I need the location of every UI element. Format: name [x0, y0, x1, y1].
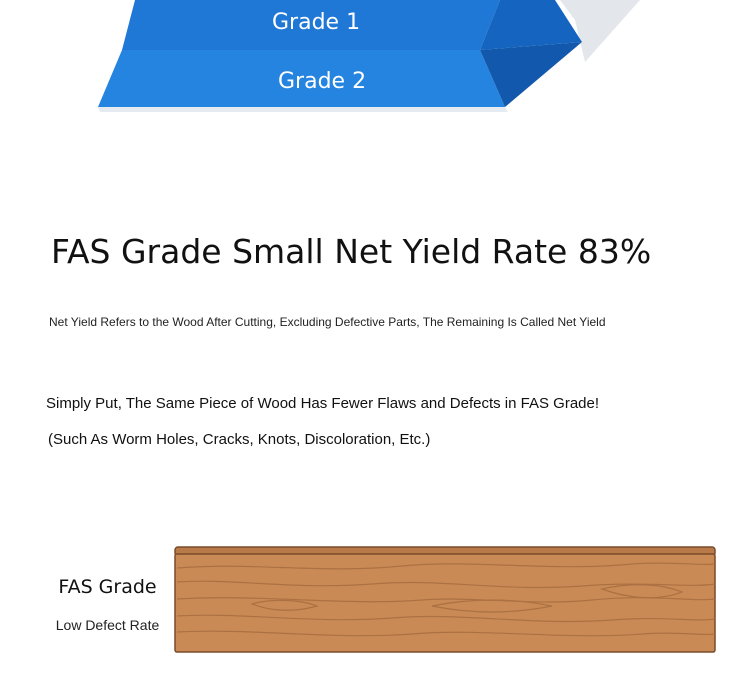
- grade-card-title: FAS Grade: [58, 576, 157, 598]
- body-text-line-2: (Such As Worm Holes, Cracks, Knots, Discoloration, Etc.): [48, 431, 431, 448]
- pyramid-base-shade: [98, 107, 508, 112]
- wood-plank-image: [172, 544, 718, 656]
- grade-pyramid-graphic: [0, 0, 750, 130]
- grade-card-subtitle: Low Defect Rate: [55, 617, 160, 633]
- net-yield-definition: Net Yield Refers to the Wood After Cutting, Excluding Defective Parts, The Remaining Is Called Net Yield: [49, 315, 606, 329]
- pyramid-tier-2-label: Grade 2: [278, 69, 367, 94]
- page-title: FAS Grade Small Net Yield Rate 83%: [51, 232, 652, 271]
- pyramid-tier-1-label: Grade 1: [272, 10, 361, 35]
- body-text-line-1: Simply Put, The Same Piece of Wood Has Fewer Flaws and Defects in FAS Grade!: [46, 395, 600, 412]
